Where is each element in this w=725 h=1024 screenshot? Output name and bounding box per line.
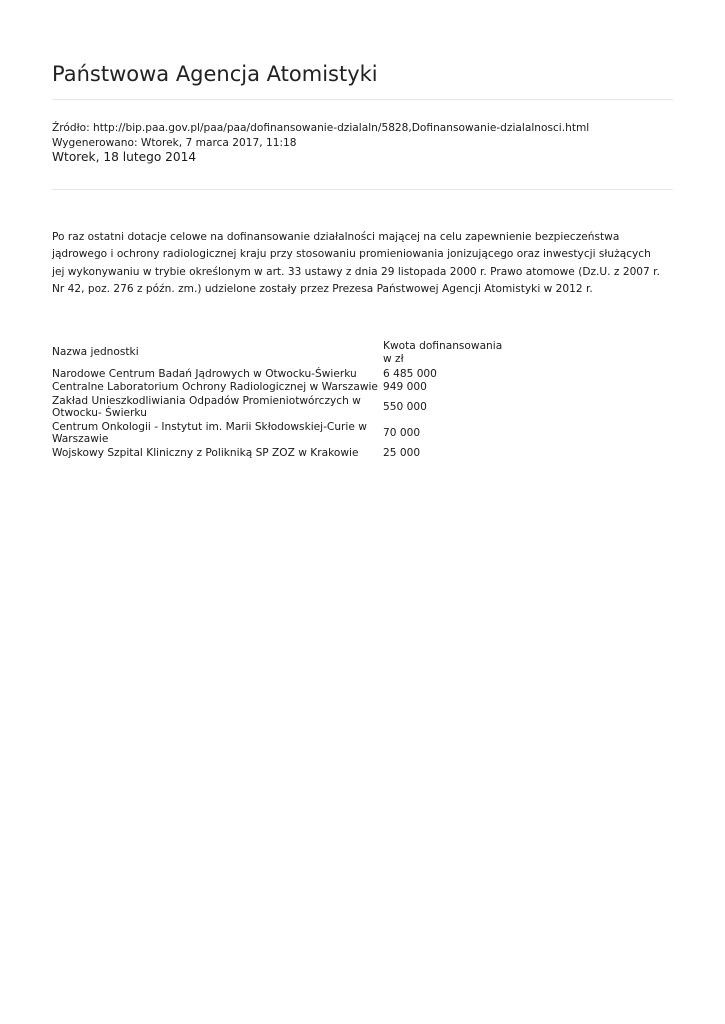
document-meta	[52, 121, 589, 150]
table-row	[52, 367, 508, 381]
header-divider	[52, 99, 673, 100]
funding-table	[52, 340, 508, 460]
site-title: Państwowa Agencja Atomistyki	[52, 62, 378, 86]
cell-name: Zakład Unieszkodliwiania Odpadów Promieniotwórczych w Otwocku- Świerku	[52, 394, 361, 419]
generated-line: Wygenerowano: Wtorek, 7 marca 2017, 11:18	[52, 136, 297, 149]
cell-name: Wojskowy Szpital Kliniczny z Polikniką SP ZOZ w Krakowie	[52, 446, 359, 459]
table-header-row	[52, 340, 508, 367]
column-header-amount: Kwota dofinansowania w zł	[383, 340, 503, 365]
cell-amount: 949 000	[383, 381, 427, 393]
article-date: Wtorek, 18 lutego 2014	[52, 150, 197, 164]
article-paragraph: Po raz ostatni dotacje celowe na dofinansowanie działalności mającej na celu zapewnienie bezpieczeństwa jądrowego i ochrony radiologicznej kraju przy stosowaniu promieniowania jonizującego oraz inwestycji służących jej wykonywaniu w trybie określonym w art. 33 ustawy z dnia 29 listopada 2000 r. Prawo atomowe (Dz.U. z 2007 r. Nr 42, poz. 276 z późn. zm.) udzielone zostały przez Prezesa Państwowej Agencji Atomistyki w 2012 r.	[52, 231, 660, 295]
cell-amount: 6 485 000	[383, 367, 437, 380]
table-row	[52, 420, 508, 446]
cell-amount: 550 000	[383, 400, 427, 413]
table-row	[52, 381, 508, 395]
cell-name: Centrum Onkologii - Instytut im. Marii Skłodowskiej-Curie w Warszawie	[52, 420, 367, 445]
date-divider	[52, 189, 673, 190]
cell-name: Narodowe Centrum Badań Jądrowych w Otwocku-Świerku	[52, 367, 357, 380]
table-row	[52, 446, 508, 460]
column-header-name: Nazwa jednostki	[52, 346, 139, 359]
source-line: Źródło: http://bip.paa.gov.pl/paa/paa/dofinansowanie-dzialaln/5828,Dofinansowanie-dzialalnosci.html	[52, 122, 590, 134]
cell-name: Centralne Laboratorium Ochrony Radiologicznej w Warszawie	[52, 381, 378, 393]
cell-amount: 70 000	[383, 426, 421, 439]
cell-amount: 25 000	[383, 446, 421, 459]
table-row	[52, 394, 508, 420]
